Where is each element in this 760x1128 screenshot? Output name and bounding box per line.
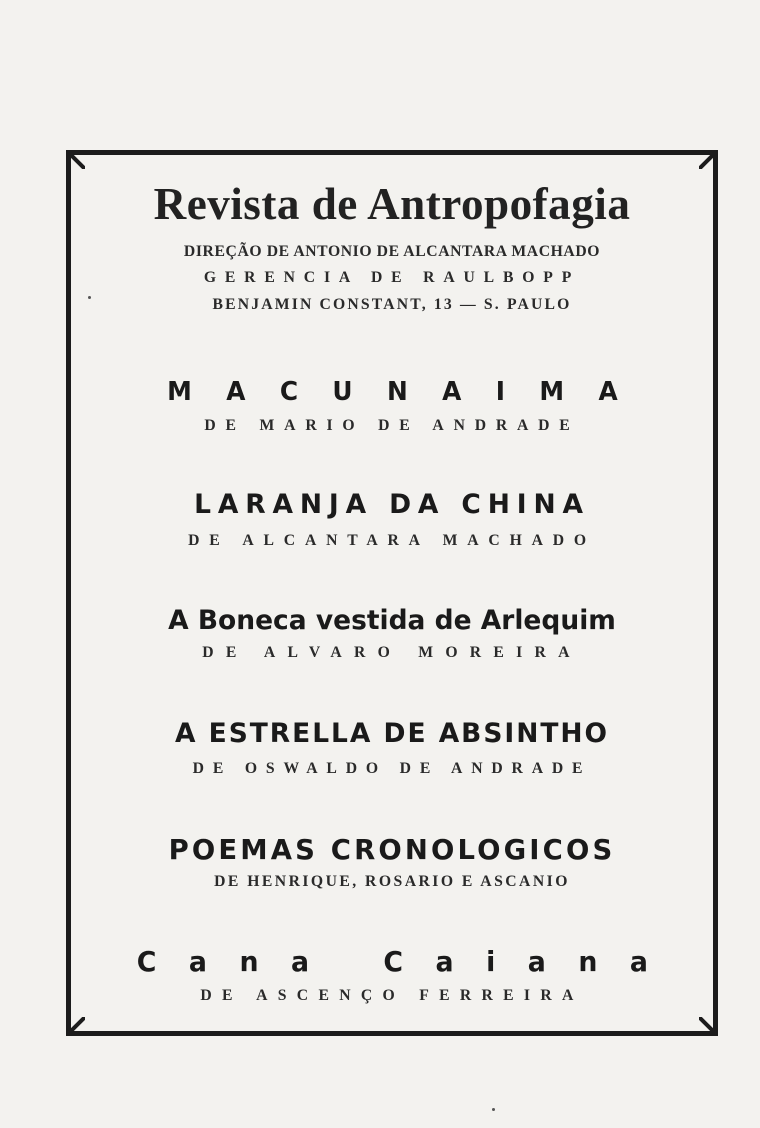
book-author: DE ALCANTARA MACHADO xyxy=(188,532,596,549)
paper-speck xyxy=(492,1108,495,1111)
advertisement-frame xyxy=(66,150,718,1036)
book-author: DE ALVARO MOREIRA xyxy=(202,644,582,661)
book-author: DE ASCENÇO FERREIRA xyxy=(200,987,584,1004)
management-line: GERENCIA DE RAULBOPP xyxy=(203,269,581,286)
corner-ornament-top-left xyxy=(71,155,85,169)
magazine-title: Revista de Antropofagia xyxy=(153,178,631,229)
direction-line: DIREÇÃO DE ANTONIO DE ALCANTARA MACHADO xyxy=(183,243,601,260)
book-title: A ESTRELLA DE ABSINTHO xyxy=(175,718,609,749)
corner-ornament-bottom-left xyxy=(71,1017,85,1031)
book-title: A Boneca vestida de Arlequim xyxy=(168,605,616,636)
address-line: BENJAMIN CONSTANT, 13 — S. PAULO xyxy=(212,296,572,313)
book-title: Cana Caiana xyxy=(136,945,681,978)
corner-ornament-top-right xyxy=(699,155,713,169)
book-title: MACUNAIMA xyxy=(167,377,653,407)
book-author: DE HENRIQUE, ROSARIO E ASCANIO xyxy=(214,873,570,890)
paper-speck xyxy=(88,296,91,299)
book-title: LARANJA DA CHINA xyxy=(194,489,590,520)
book-title: POEMAS CRONOLOGICOS xyxy=(168,833,616,866)
corner-ornament-bottom-right xyxy=(699,1017,713,1031)
book-author: DE MARIO DE ANDRADE xyxy=(204,417,580,434)
book-author: DE OSWALDO DE ANDRADE xyxy=(192,760,592,777)
